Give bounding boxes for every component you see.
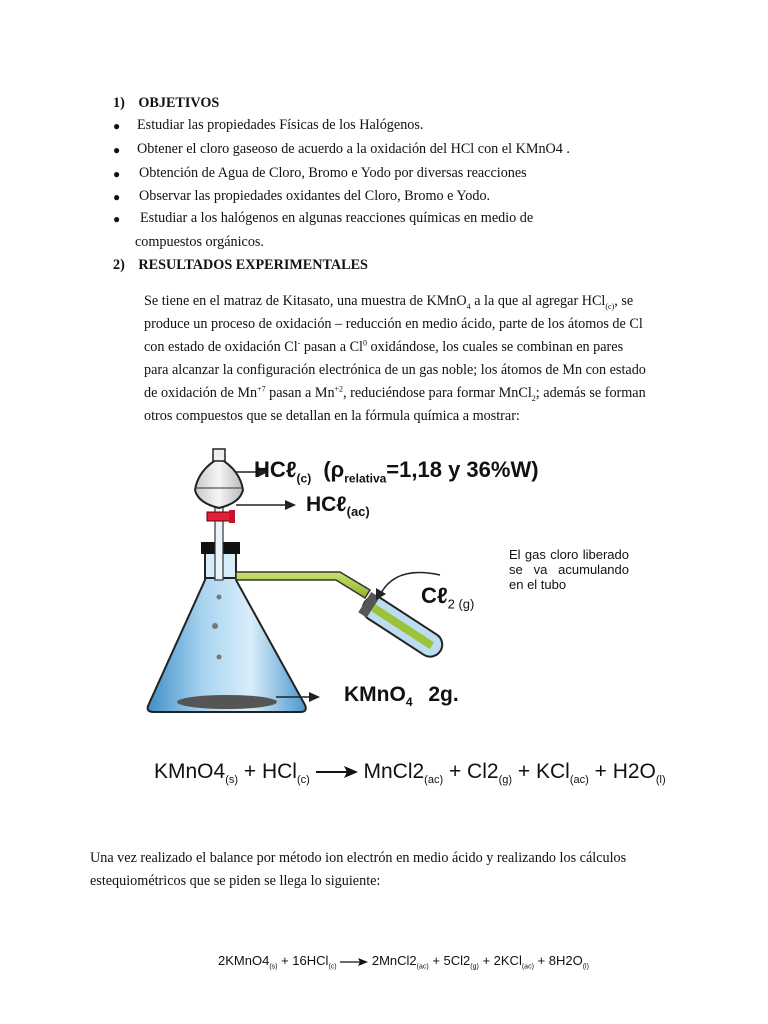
reaction-arrow [316,766,358,778]
section1-title: OBJETIVOS [138,95,220,111]
objective-item: Obtener el cloro gaseoso de acuerdo a la oxidación del HCl con el KMnO4 . [137,141,570,157]
results-paragraph [144,290,682,428]
paragraph-line: con estado de oxidación Cl- pasan a Cl$^0$ oxidándose, los cuales se combinan en pares [144,338,624,355]
paragraph-line: para alcanzar la configuración electrónica de un gas noble; los átomos de Mn con estado [144,362,646,378]
section1-number: 1) [113,95,125,111]
bullet-dot: ● [113,212,121,226]
objective-item: Observar las propiedades oxidantes del Cloro, Bromo e Yodo. [139,188,491,204]
bullet-dot: ● [113,167,121,181]
hcl-reagent-label: HCℓ$_{(c)}$ ($\rho_{relativa}=1,18$ y 36%W) [254,457,539,486]
paragraph-line: de oxidación de $Mn^{+7}$ pasan a $Mn^{+2}$, reduciéndose para formar MnCl$_2$; además se forman [144,384,646,403]
chlorine-gas-label: Cℓ$_{2 (g)}$ [421,583,475,612]
paragraph-line: produce un proceso de oxidación – reducción en medio ácido, parte de los átomos de Cl [144,316,643,332]
section2-title: RESULTADOS EXPERIMENTALES [138,257,368,273]
kmno4-label: KMnO$_4$ 2g. [344,683,459,710]
stopcock [207,512,231,521]
balanced-equation: $2KMnO4_{(s)} + 16HCl_{(c)}$ $2MnCl2_{(ac)} + 5Cl2_{(g)} + 2KCl_{(ac)} + 8H2O_{(l)}$ [218,953,589,971]
objective-item: Estudiar a los halógenos en algunas reacciones químicas en medio de [140,210,534,226]
bullet-dot: ● [113,119,121,133]
paragraph-line: estequiométricos que se piden se llega lo siguiente: [90,873,381,889]
hcl-aqueous-label: HCℓ$_{(ac)}$ [306,493,370,520]
section2-number: 2) [113,257,125,273]
bullet-dot: ● [113,143,121,157]
paragraph-line: Se tiene en el matraz de Kitasato, una muestra de KMnO$_4$ a la que al agregar HCl$_{(c)}$, se [144,293,634,311]
objective-item: Estudiar las propiedades Físicas de los Halógenos. [137,117,424,133]
kmno4-solid [177,695,277,709]
gas-collection-note: El gas cloro liberado se va acumulando en el tubo [509,547,629,592]
section2-heading [113,257,368,274]
objective-item-continuation: compuestos orgánicos. [135,234,264,250]
balance-paragraph [90,847,690,893]
section1-heading [113,95,219,112]
bullet-dot: ● [113,190,121,204]
delivery-tube [236,572,370,598]
reaction-arrow [340,958,368,966]
separatory-funnel [195,458,243,508]
paragraph-line: Una vez realizado el balance por método ion electrón en medio ácido y realizando los cálculos [90,850,627,866]
paragraph-line: otros compuestos que se detallan en la fórmula química a mostrar: [144,408,520,424]
objective-item: Obtención de Agua de Cloro, Bromo e Yodo por diversas reacciones [139,165,527,181]
reaction-equation: $KMnO4_{(s)} + HCl_{(c)}$ $MnCl2_{(ac)} + Cl2_{(g)} + KCl_{(ac)} + H2O_{(l)}$ [154,760,666,787]
